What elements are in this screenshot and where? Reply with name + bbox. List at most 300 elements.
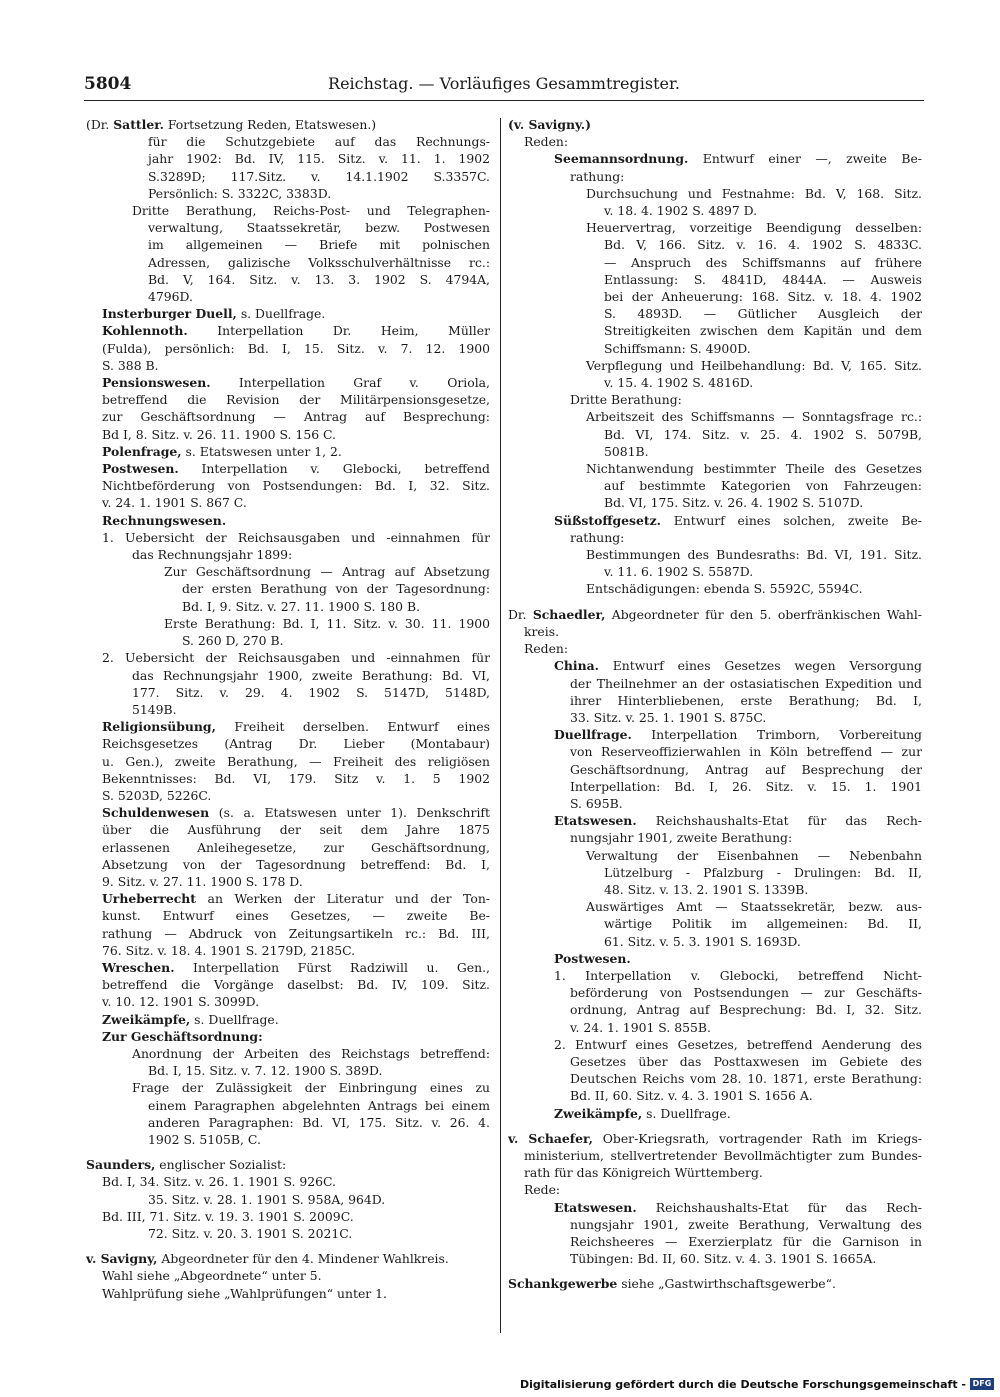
index-text: Interpellation Dr. Heim, Müller xyxy=(187,323,490,339)
index-text: Freiheit derselben. Entwurf eines xyxy=(215,719,490,735)
index-line xyxy=(86,1114,490,1131)
index-text: kreis. xyxy=(524,623,560,639)
index-text: im allgemeinen — Briefe mit polnischen xyxy=(148,237,490,253)
index-line xyxy=(508,967,922,984)
index-text: Dritte Berathung: xyxy=(570,392,682,408)
index-line xyxy=(508,529,922,546)
index-line xyxy=(86,408,490,425)
index-line xyxy=(508,657,922,674)
index-line xyxy=(508,374,922,391)
index-text: Abgeordneter für den 4. Mindener Wahlkreis. xyxy=(157,1251,449,1267)
entry-spacer xyxy=(86,1148,490,1156)
entry-spacer xyxy=(508,1267,922,1275)
index-line xyxy=(508,881,922,898)
index-keyword: Postwesen. xyxy=(102,461,179,477)
index-text: verwaltung, Staatssekretär, bezw. Postwesen xyxy=(148,220,490,236)
index-line xyxy=(508,933,922,950)
index-text: Anordnung der Arbeiten des Reichstags betreffend: xyxy=(132,1045,490,1061)
index-line xyxy=(86,443,490,460)
index-line xyxy=(508,847,922,864)
index-text: v. 24. 1. 1901 S. 867 C. xyxy=(102,495,247,511)
index-text: Auswärtiges Amt — Staatssekretär, bezw. aus- xyxy=(586,899,922,915)
index-line xyxy=(508,1130,922,1147)
index-text: siehe „Gastwirthschaftsgewerbe“. xyxy=(617,1276,836,1292)
index-line xyxy=(86,1267,490,1284)
index-text: Rede: xyxy=(524,1182,561,1198)
index-text: Bd. III, 71. Sitz. v. 19. 3. 1901 S. 2009C. xyxy=(102,1208,354,1224)
index-keyword: Etatswesen. xyxy=(554,1199,637,1215)
index-text: rath für das Königreich Württemberg. xyxy=(524,1165,763,1181)
index-line xyxy=(86,1191,490,1208)
index-text: Zur Geschäftsordnung — Antrag auf Absetzung xyxy=(164,564,490,580)
index-keyword: Süßstoffgesetz. xyxy=(554,512,661,528)
index-text: Entwurf eines solchen, zweite Be- xyxy=(660,512,922,528)
index-text: (Dr. xyxy=(86,117,114,132)
index-line xyxy=(86,1131,490,1148)
index-line xyxy=(508,460,922,477)
index-line xyxy=(508,219,922,236)
index-text: Entwurf eines Gesetzes wegen Versorgung xyxy=(598,658,922,674)
footer-credit: Digitalisierung gefördert durch die Deutsche Forschungsgemeinschaft - xyxy=(519,1378,966,1391)
index-text: Abgeordneter für den 5. oberfränkischen Wahl- xyxy=(605,606,922,622)
index-keyword: Etatswesen. xyxy=(554,813,637,829)
index-line xyxy=(86,1097,490,1114)
index-line xyxy=(86,1028,490,1045)
index-text: — Anspruch des Schiffsmanns auf frühere xyxy=(604,254,922,270)
index-text: v. 24. 1. 1901 S. 855B. xyxy=(570,1019,711,1035)
index-text: Bd I, 8. Sitz. v. 26. 11. 1900 S. 156 C. xyxy=(102,426,336,442)
index-line xyxy=(86,1250,490,1267)
index-text: s. Etatswesen unter 1, 2. xyxy=(181,443,342,459)
index-line xyxy=(508,580,922,597)
left-column xyxy=(86,116,490,1302)
index-line xyxy=(86,1208,490,1225)
index-text: 72. Sitz. v. 20. 3. 1901 S. 2021C. xyxy=(148,1226,353,1241)
index-text: Bestimmungen des Bundesraths: Bd. VI, 191. Sitz. xyxy=(586,547,922,563)
index-text: 35. Sitz. v. 28. 1. 1901 S. 958A, 964D. xyxy=(148,1191,386,1207)
index-keyword: Duellfrage. xyxy=(554,727,632,743)
index-text: kunst. Entwurf eines Gesetzes, — zweite Be- xyxy=(102,908,490,924)
index-line xyxy=(508,1233,922,1250)
index-line xyxy=(508,1001,922,1018)
index-line xyxy=(508,640,922,657)
index-line xyxy=(508,743,922,760)
index-line xyxy=(86,615,490,632)
index-text: wärtige Politik im allgemeinen: Bd. II, xyxy=(604,916,922,932)
index-line xyxy=(508,426,922,443)
index-line xyxy=(508,829,922,846)
index-keyword: Pensionswesen. xyxy=(102,375,211,391)
index-keyword: Saunders, xyxy=(86,1157,156,1173)
index-text: Interpellation Trimborn, Vorbereitung xyxy=(631,727,922,743)
index-line xyxy=(508,322,922,339)
index-text: auf bestimmte Kategorien von Fahrzeugen: xyxy=(604,478,922,494)
index-line xyxy=(86,873,490,890)
index-text: Nichtbeförderung von Postsendungen: Bd. I, 32. Sitz. xyxy=(102,478,490,494)
index-line xyxy=(86,735,490,752)
index-line xyxy=(86,202,490,219)
index-text: von Reserveoffizierwahlen in Köln betreffend — zur xyxy=(570,744,922,760)
index-line xyxy=(86,959,490,976)
index-text: S. 260 D, 270 B. xyxy=(182,633,284,649)
index-keyword: Religionsübung, xyxy=(102,719,216,735)
index-text: Bd. I, 34. Sitz. v. 26. 1. 1901 S. 926C. xyxy=(102,1174,336,1190)
index-text: Verwaltung der Eisenbahnen — Nebenbahn xyxy=(586,847,922,863)
index-text: v. 18. 4. 1902 S. 4897 D. xyxy=(604,203,758,219)
index-keyword: Sattler. xyxy=(113,117,164,132)
index-text: v. 15. 4. 1902 S. 4816D. xyxy=(604,375,754,391)
index-line xyxy=(86,322,490,339)
index-line xyxy=(508,1019,922,1036)
index-line xyxy=(508,150,922,167)
index-text: s. Duellfrage. xyxy=(236,306,326,322)
column-divider xyxy=(500,118,501,1333)
index-keyword: Zweikämpfe, xyxy=(554,1105,643,1121)
index-keyword: China. xyxy=(554,658,599,674)
index-line xyxy=(508,288,922,305)
index-line xyxy=(86,236,490,253)
index-text: nungsjahr 1901, zweite Berathung, Verwaltung des xyxy=(570,1216,922,1232)
index-line xyxy=(508,709,922,726)
index-line xyxy=(86,374,490,391)
index-line xyxy=(86,1011,490,1028)
index-text: S. 388 B. xyxy=(102,357,159,373)
index-text: Geschäftsordnung, Antrag auf Besprechung der xyxy=(570,761,922,777)
index-line xyxy=(86,426,490,443)
entry-spacer xyxy=(508,1122,922,1130)
index-text: Erste Berathung: Bd. I, 11. Sitz. v. 30. 11. 1900 xyxy=(164,615,490,631)
index-text: Absetzung von der Tagesordnung betreffend: Bd. I, xyxy=(102,856,490,872)
index-text: v. 10. 12. 1901 S. 3099D. xyxy=(102,994,260,1010)
index-line xyxy=(86,821,490,838)
index-line xyxy=(508,1105,922,1122)
index-text: Wahl siehe „Abgeordnete“ unter 5. xyxy=(102,1268,322,1284)
index-line xyxy=(86,546,490,563)
index-text: ihrer Hinterbliebenen, erste Berathung; Bd. I, xyxy=(570,692,922,708)
index-text: 48. Sitz. v. 13. 2. 1901 S. 1339B. xyxy=(604,881,809,897)
index-text: Lützelburg - Pfalzburg - Drulingen: Bd. II, xyxy=(604,864,922,880)
index-line xyxy=(86,288,490,305)
index-text: Bd. VI, 174. Sitz. v. 25. 4. 1902 S. 5079B, xyxy=(604,426,922,442)
index-line xyxy=(508,477,922,494)
index-text: Arbeitszeit des Schiffsmanns — Sonntagsfrage rc.: xyxy=(586,409,922,425)
index-text: Ober-Kriegsrath, vortragender Rath im Kriegs- xyxy=(592,1130,922,1146)
index-text: 177. Sitz. v. 29. 4. 1902 S. 5147D, 5148D, xyxy=(132,684,490,700)
index-keyword: Schaedler, xyxy=(532,606,606,622)
index-line xyxy=(508,692,922,709)
index-text: Reichsgesetzes (Antrag Dr. Lieber (Montabaur) xyxy=(102,736,490,752)
index-text: s. Duellfrage. xyxy=(190,1011,279,1027)
index-line xyxy=(86,856,490,873)
index-line xyxy=(86,460,490,477)
index-keyword: Seemannsordnung. xyxy=(554,151,689,167)
index-text: rathung — Abdruck von Zeitungsartikeln rc.: Bd. III, xyxy=(102,925,490,941)
index-line xyxy=(86,907,490,924)
index-line xyxy=(86,1045,490,1062)
index-text: Entschädigungen: ebenda S. 5592C, 5594C. xyxy=(586,581,863,597)
index-line xyxy=(508,546,922,563)
index-line xyxy=(86,580,490,597)
index-line xyxy=(508,675,922,692)
index-text: über die Ausführung der seit dem Jahre 1875 xyxy=(102,822,490,838)
index-text: Bd. II, 60. Sitz. v. 4. 3. 1901 S. 1656 A. xyxy=(570,1088,813,1104)
index-text: 2. Uebersicht der Reichsausgaben und -einnahmen für xyxy=(102,650,490,666)
index-text: Durchsuchung und Festnahme: Bd. V, 168. Sitz. xyxy=(586,185,922,201)
index-text: Adressen, galizische Volksschulverhältnisse rc.: xyxy=(148,254,490,270)
index-line xyxy=(508,305,922,322)
index-line xyxy=(86,1079,490,1096)
index-line xyxy=(508,133,922,150)
index-line xyxy=(86,649,490,666)
index-text: S. 4893D. — Gütlicher Ausgleich der xyxy=(604,306,922,322)
index-line xyxy=(86,753,490,770)
page-number: 5804 xyxy=(84,74,132,94)
index-line xyxy=(86,718,490,735)
index-text: Bd. VI, 175. Sitz. v. 26. 4. 1902 S. 5107D. xyxy=(604,495,864,511)
index-line xyxy=(86,942,490,959)
index-text: Persönlich: S. 3322C, 3383D. xyxy=(148,185,332,201)
index-text: S. 5203D, 5226C. xyxy=(102,787,212,803)
index-line xyxy=(86,477,490,494)
index-text: s. Duellfrage. xyxy=(642,1105,731,1121)
index-line xyxy=(508,340,922,357)
index-line xyxy=(508,726,922,743)
index-line xyxy=(86,1062,490,1079)
index-line xyxy=(508,795,922,812)
index-text: (Fulda), persönlich: Bd. I, 15. Sitz. v. 7. 12. 1900 xyxy=(102,340,490,356)
index-text: Interpellation Fürst Radziwill u. Gen., xyxy=(174,959,490,975)
index-keyword: v. Schaefer, xyxy=(508,1130,593,1146)
index-text: Tübingen: Bd. II, 60. Sitz. v. 4. 3. 1901 S. 1665A. xyxy=(570,1251,877,1267)
index-text: Fortsetzung Reden, Etatswesen.) xyxy=(163,117,377,132)
index-text: Bd. I, 15. Sitz. v. 7. 12. 1900 S. 389D. xyxy=(148,1063,383,1079)
index-line xyxy=(86,563,490,580)
index-text: ordnung, Antrag auf Besprechung: Bd. I, 32. Sitz. xyxy=(570,1002,922,1018)
index-keyword: Rechnungswesen. xyxy=(102,512,227,528)
index-text: 5081B. xyxy=(604,443,649,459)
index-text: Reichsheeres — Exerzierplatz für die Garnison in xyxy=(570,1234,922,1249)
index-text: 9. Sitz. v. 27. 11. 1900 S. 178 D. xyxy=(102,873,303,889)
index-line xyxy=(86,1285,490,1302)
index-line xyxy=(86,185,490,202)
index-text: Wahlprüfung siehe „Wahlprüfungen“ unter 1. xyxy=(102,1285,387,1301)
index-line xyxy=(508,236,922,253)
header-rule xyxy=(84,100,924,101)
index-text: Bekenntnisses: Bd. VI, 179. Sitz v. 1. 5 1902 xyxy=(102,770,490,786)
index-text: 61. Sitz. v. 5. 3. 1901 S. 1693D. xyxy=(604,933,801,949)
index-text: bei der Anheuerung: 168. Sitz. v. 18. 4. 1902 xyxy=(604,289,922,305)
index-text: erlassenen Anleihegesetze, zur Geschäftsordnung, xyxy=(102,839,490,855)
index-line xyxy=(508,168,922,185)
index-line xyxy=(508,494,922,511)
index-line xyxy=(86,391,490,408)
index-text: englischer Sozialist: xyxy=(155,1157,287,1173)
index-keyword: Postwesen. xyxy=(554,950,631,966)
index-line xyxy=(508,202,922,219)
index-text: an Werken der Literatur und der Ton- xyxy=(196,891,490,907)
index-text: Verpflegung und Heilbehandlung: Bd. V, 165. Sitz. xyxy=(586,357,922,373)
index-line xyxy=(508,1036,922,1053)
index-text: Gesetzes über das Posttaxwesen im Gebiete des xyxy=(570,1053,922,1069)
index-text: Deutschen Reichs vom 28. 10. 1871, erste Berathung: xyxy=(570,1071,922,1087)
index-text: ministerium, stellvertretender Bevollmächtigter zum Bundes- xyxy=(524,1147,922,1163)
right-column xyxy=(508,116,922,1293)
index-line xyxy=(508,984,922,1001)
index-line xyxy=(86,890,490,907)
index-line xyxy=(86,529,490,546)
index-line xyxy=(508,271,922,288)
index-line xyxy=(508,864,922,881)
index-text: rathung: xyxy=(570,529,625,545)
index-line xyxy=(86,168,490,185)
index-line xyxy=(86,357,490,374)
index-line xyxy=(86,1156,490,1173)
index-text: beförderung von Postsendungen — zur Geschäfts- xyxy=(570,985,922,1001)
index-line xyxy=(508,1087,922,1104)
index-text: v. 11. 6. 1902 S. 5587D. xyxy=(604,564,754,580)
index-line xyxy=(86,976,490,993)
index-line xyxy=(508,1199,922,1216)
index-line xyxy=(508,812,922,829)
index-text: u. Gen.), zweite Berathung, — Freiheit des religiösen xyxy=(102,753,490,769)
index-keyword: Polenfrage, xyxy=(102,443,182,459)
index-text: Bd. I, 9. Sitz. v. 27. 11. 1900 S. 180 B. xyxy=(182,598,421,614)
index-line xyxy=(508,116,922,133)
index-text: 76. Sitz. v. 18. 4. 1901 S. 2179D, 2185C. xyxy=(102,942,356,958)
index-text: der Theilnehmer an der ostasiatischen Expedition und xyxy=(570,675,922,691)
index-text: das Rechnungsjahr 1900, zweite Berathung: Bd. VI, xyxy=(132,667,490,683)
index-text: 1. Uebersicht der Reichsausgaben und -einnahmen für xyxy=(102,529,490,545)
index-line xyxy=(508,915,922,932)
index-text: Entlassung: S. 4841D, 4844A. — Ausweis xyxy=(604,271,922,287)
index-keyword: Wreschen. xyxy=(102,959,175,975)
index-text: rathung: xyxy=(570,168,625,184)
index-text: 33. Sitz. v. 25. 1. 1901 S. 875C. xyxy=(570,709,767,725)
index-text: betreffend die Vorgänge daselbst: Bd. IV, 109. Sitz. xyxy=(102,977,490,993)
index-keyword: Insterburger Duell, xyxy=(102,306,237,322)
index-line xyxy=(508,1070,922,1087)
index-text: 1. Interpellation v. Glebocki, betreffend Nicht- xyxy=(554,967,922,983)
index-line xyxy=(508,357,922,374)
index-keyword: Schankgewerbe xyxy=(508,1276,618,1292)
index-line xyxy=(86,512,490,529)
index-keyword: Schuldenwesen xyxy=(102,805,210,821)
index-line xyxy=(86,116,490,133)
index-text: 4796D. xyxy=(148,289,193,305)
index-line xyxy=(86,219,490,236)
running-title: Reichstag. — Vorläufiges Gesammtregister. xyxy=(328,74,680,93)
index-text: betreffend die Revision der Militärpensionsgesetze, xyxy=(102,392,490,408)
entry-spacer xyxy=(508,598,922,606)
index-line xyxy=(508,512,922,529)
index-line xyxy=(508,898,922,915)
index-line xyxy=(508,606,922,623)
index-text: Streitigkeiten zwischen dem Kapitän und dem xyxy=(604,323,922,339)
index-text: S. 695B. xyxy=(570,795,623,811)
index-keyword: (v. Savigny.) xyxy=(508,117,591,132)
index-text: Dritte Berathung, Reichs-Post- und Telegraphen- xyxy=(132,203,490,219)
index-line xyxy=(86,701,490,718)
index-line xyxy=(86,804,490,821)
index-text: Schiffsmann: S. 4900D. xyxy=(604,340,751,356)
index-line xyxy=(508,563,922,580)
index-text: 5149B. xyxy=(132,701,177,717)
index-line xyxy=(508,623,922,640)
index-line xyxy=(508,254,922,271)
index-text: einem Paragraphen abgelehnten Antrags bei einem xyxy=(148,1097,490,1113)
index-line xyxy=(508,1250,922,1267)
index-text: 2. Entwurf eines Gesetzes, betreffend Aenderung des xyxy=(554,1036,922,1052)
index-line xyxy=(86,684,490,701)
page-header xyxy=(84,74,924,98)
index-text: Reden: xyxy=(524,134,569,150)
index-text: Entwurf einer —, zweite Be- xyxy=(688,151,922,167)
index-text: jahr 1902: Bd. IV, 115. Sitz. v. 11. 1. 1902 xyxy=(148,151,490,167)
index-keyword: Zweikämpfe, xyxy=(102,1011,191,1027)
index-line xyxy=(86,150,490,167)
index-line xyxy=(86,133,490,150)
index-line xyxy=(508,443,922,460)
index-line xyxy=(86,305,490,322)
index-text: zur Geschäftsordnung — Antrag auf Besprechung: xyxy=(102,409,490,425)
index-text: Frage der Zulässigkeit der Einbringung eines zu xyxy=(132,1080,490,1096)
index-line xyxy=(86,667,490,684)
index-line xyxy=(508,1053,922,1070)
index-keyword: Urheberrecht xyxy=(102,891,196,907)
index-line xyxy=(508,1181,922,1198)
page-footer xyxy=(0,1378,1000,1394)
index-line xyxy=(508,408,922,425)
index-text: Reichshaushalts-Etat für das Rech- xyxy=(636,1199,922,1215)
index-line xyxy=(508,778,922,795)
index-line xyxy=(86,494,490,511)
index-line xyxy=(508,185,922,202)
index-line xyxy=(86,254,490,271)
index-text: Bd. V, 164. Sitz. v. 13. 3. 1902 S. 4794A, xyxy=(148,271,490,287)
index-text: Reden: xyxy=(524,641,569,657)
index-line xyxy=(508,950,922,967)
index-line xyxy=(508,1275,922,1292)
index-line xyxy=(86,770,490,787)
index-line xyxy=(86,787,490,804)
index-line xyxy=(508,761,922,778)
index-text: Dr. xyxy=(508,606,533,622)
index-keyword: Zur Geschäftsordnung: xyxy=(102,1028,263,1044)
index-line xyxy=(86,993,490,1010)
index-line xyxy=(508,1164,922,1181)
index-text: für die Schutzgebiete auf das Rechnungs- xyxy=(148,134,490,150)
index-text: Interpellation: Bd. I, 26. Sitz. v. 15. 1. 1901 xyxy=(570,778,922,794)
index-text: nungsjahr 1901, zweite Berathung: xyxy=(570,830,793,846)
index-line xyxy=(508,1216,922,1233)
index-text: der ersten Berathung von der Tagesordnung: xyxy=(182,581,490,597)
index-text: Bd. V, 166. Sitz. v. 16. 4. 1902 S. 4833C. xyxy=(604,237,922,253)
index-text: Heuervertrag, vorzeitige Beendigung desselben: xyxy=(586,220,922,236)
index-text: Interpellation v. Glebocki, betreffend xyxy=(178,461,490,477)
index-line xyxy=(86,925,490,942)
entry-spacer xyxy=(86,1242,490,1250)
index-text: Reichshaushalts-Etat für das Rech- xyxy=(636,813,922,829)
index-line xyxy=(86,632,490,649)
index-line xyxy=(86,340,490,357)
index-line xyxy=(508,391,922,408)
index-text: anderen Paragraphen: Bd. VI, 175. Sitz. v. 26. 4. xyxy=(148,1114,490,1130)
index-line xyxy=(86,1225,490,1242)
index-text: S.3289D; 117.Sitz. v. 14.1.1902 S.3357C. xyxy=(148,168,490,184)
index-keyword: v. Savigny, xyxy=(86,1251,158,1267)
dfg-logo: DFG xyxy=(970,1378,994,1390)
index-text: das Rechnungsjahr 1899: xyxy=(132,547,293,563)
